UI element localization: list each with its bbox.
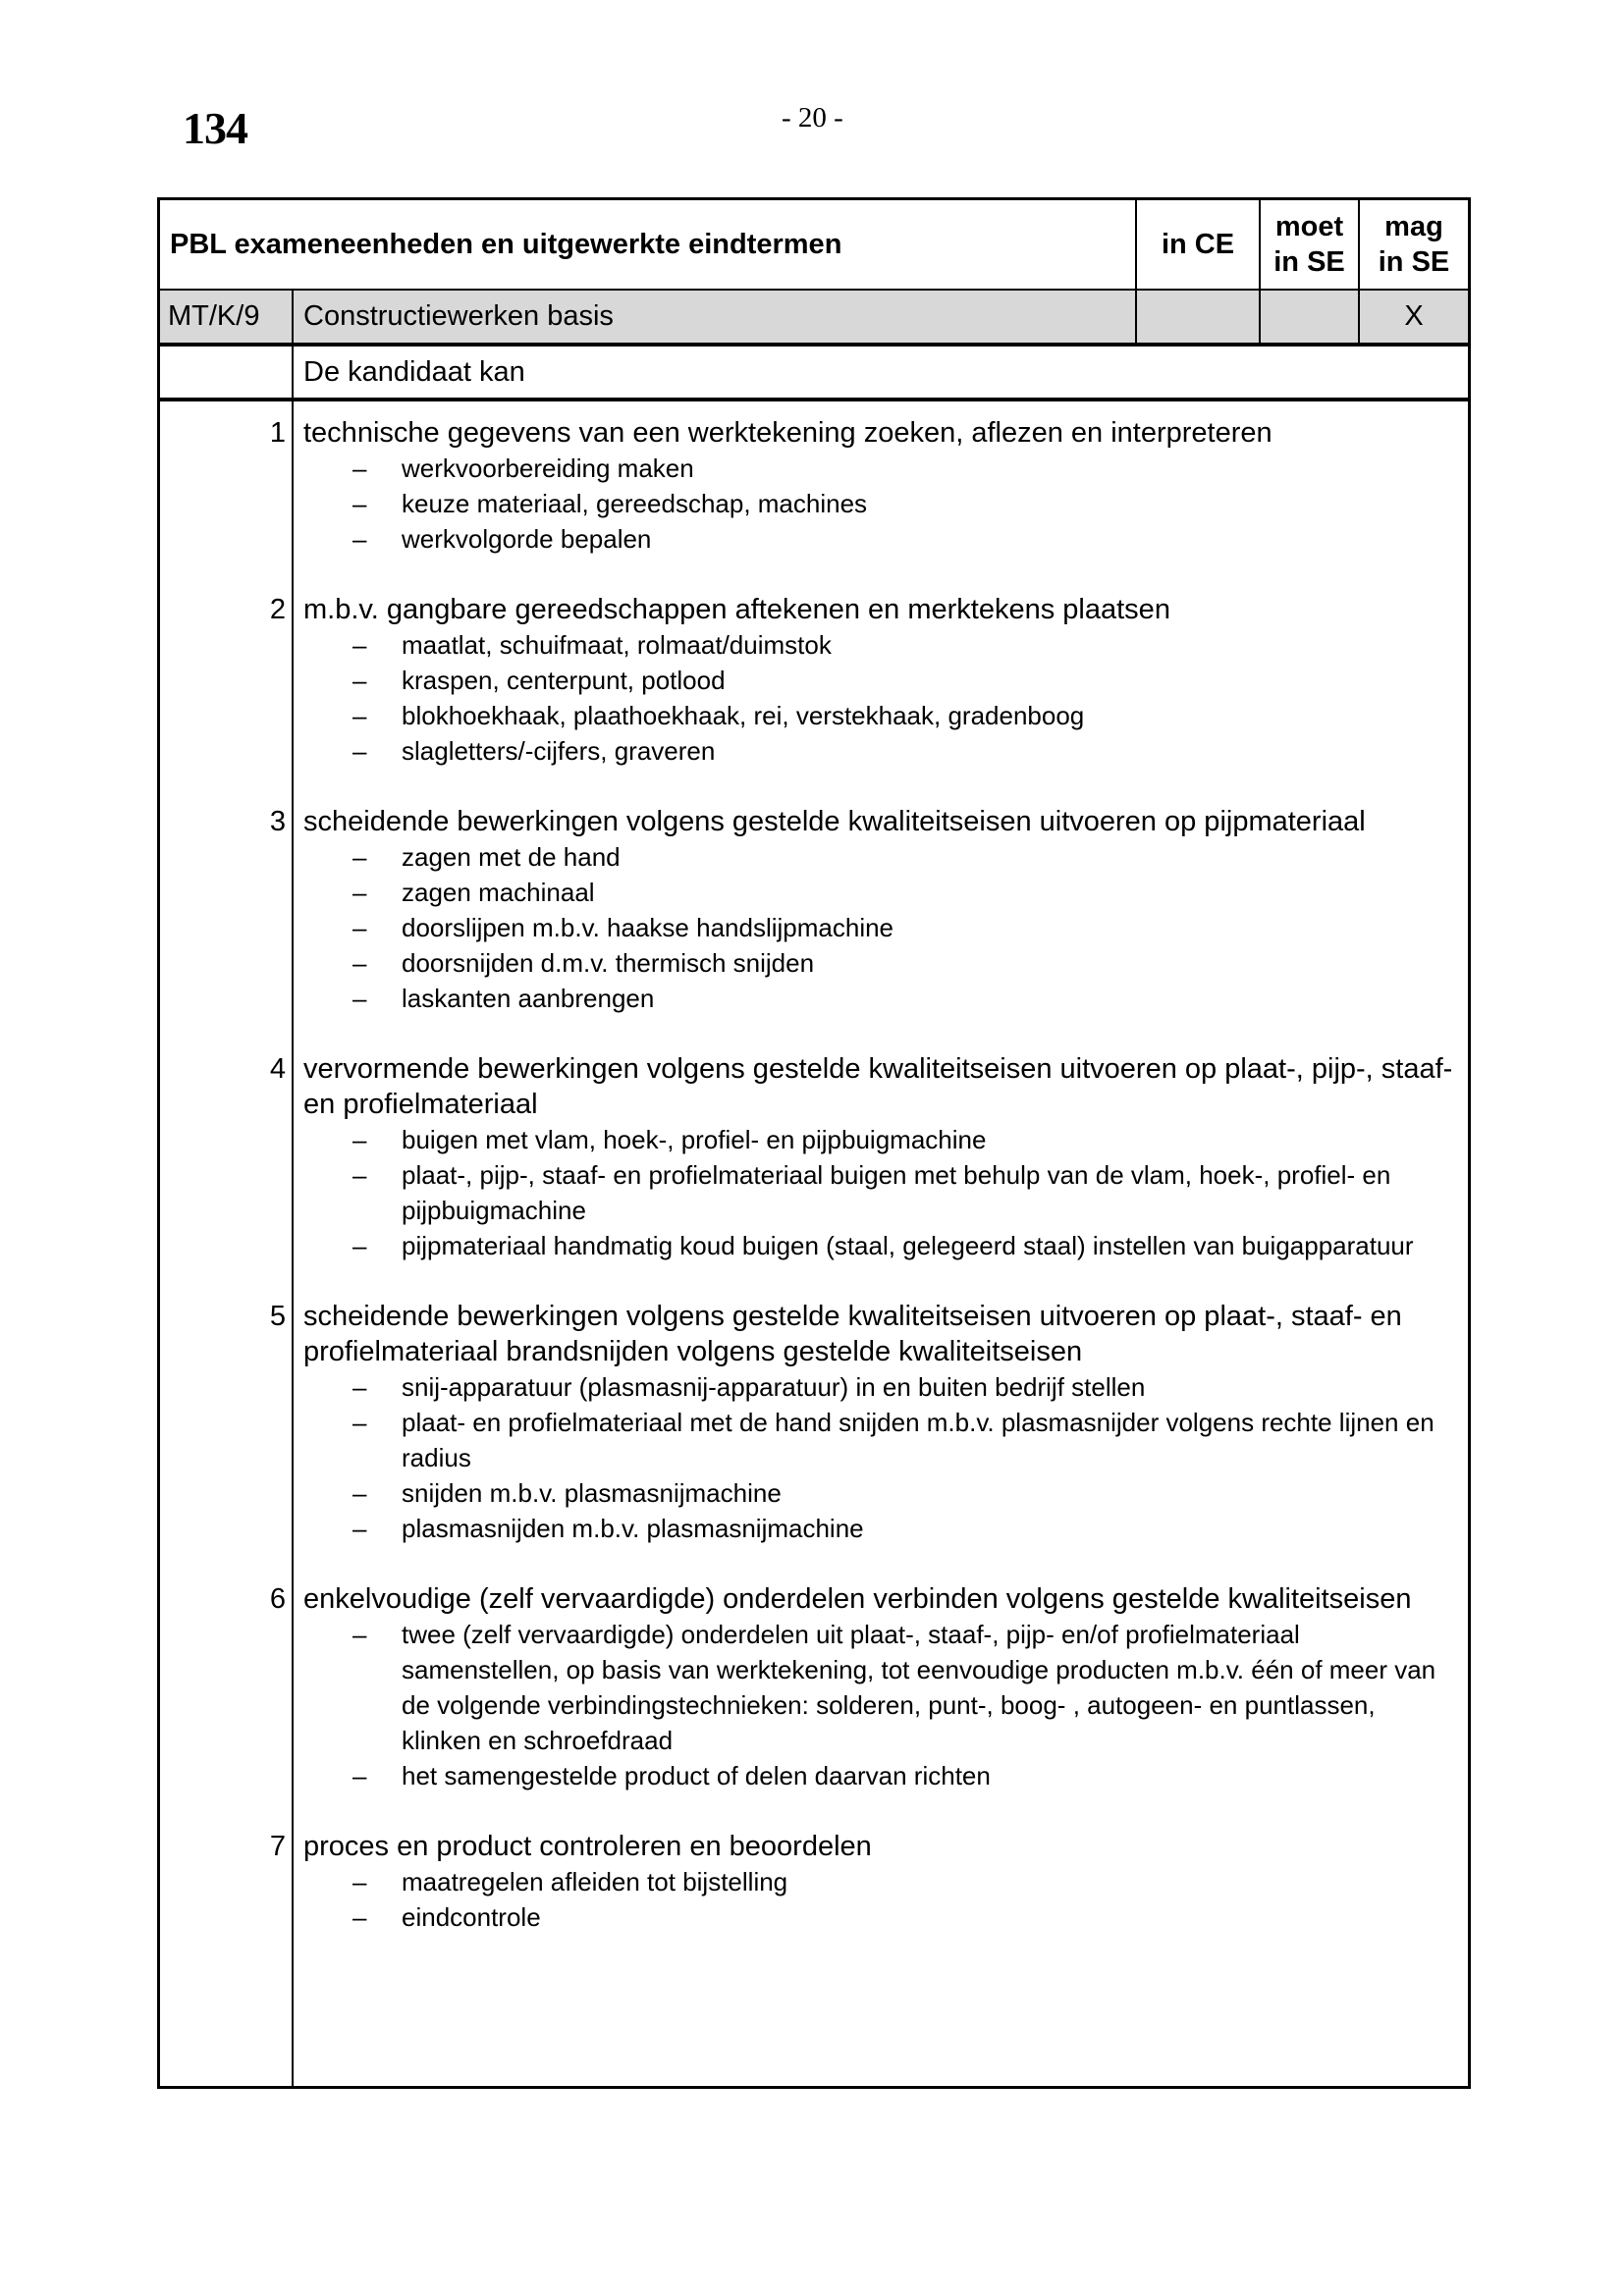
term-number: 2 xyxy=(269,594,286,625)
term-subitem-text: laskanten aanbrengen xyxy=(402,984,655,1013)
term-subitem-text: zagen machinaal xyxy=(402,878,595,907)
dash-bullet-icon: – xyxy=(352,1514,367,1543)
term-subitem xyxy=(303,451,1468,486)
column-header-mag-in-se xyxy=(1360,200,1468,289)
unit-row xyxy=(160,291,1468,347)
column-header-moet-line2: in SE xyxy=(1273,246,1345,278)
unit-name: Constructiewerken basis xyxy=(294,291,1137,343)
term-subitem xyxy=(303,875,1468,910)
term-item xyxy=(269,1581,1468,1793)
term-title: technische gegevens van een werktekening zoeken, aflezen en interpreteren xyxy=(303,417,1272,449)
term-subitem-text: maatregelen afleiden tot bijstelling xyxy=(402,1867,788,1896)
term-subitem-text: doorslijpen m.b.v. haakse handslijpmachine xyxy=(402,913,894,942)
unit-code: MT/K/9 xyxy=(160,291,294,343)
dash-bullet-icon: – xyxy=(352,948,367,978)
term-title: scheidende bewerkingen volgens gestelde kwaliteitseisen uitvoeren op pijpmateriaal xyxy=(303,806,1366,837)
term-item xyxy=(269,592,1468,769)
term-subitems xyxy=(303,1369,1468,1546)
dash-bullet-icon: – xyxy=(352,1125,367,1154)
term-number: 6 xyxy=(269,1583,286,1615)
dash-bullet-icon: – xyxy=(352,1761,367,1790)
intro-left-cell xyxy=(160,347,294,398)
term-subitem-text: maatlat, schuifmaat, rolmaat/duimstok xyxy=(402,630,832,660)
term-subitem-text: buigen met vlam, hoek-, profiel- en pijpbuigmachine xyxy=(402,1125,987,1154)
term-subitem xyxy=(303,1511,1468,1546)
dash-bullet-icon: – xyxy=(352,524,367,554)
term-item xyxy=(269,1829,1468,1935)
terms-list xyxy=(269,401,1468,2086)
term-subitem-text: werkvolgorde bepalen xyxy=(402,524,652,554)
dash-bullet-icon: – xyxy=(352,630,367,660)
table-header-row xyxy=(160,200,1468,291)
term-subitem-text: kraspen, centerpunt, potlood xyxy=(402,666,726,695)
term-subitem xyxy=(303,1475,1468,1511)
term-subitem xyxy=(303,521,1468,557)
dash-bullet-icon: – xyxy=(352,1867,367,1896)
term-subitem-text: eindcontrole xyxy=(402,1902,541,1932)
unit-moet-in-se xyxy=(1261,291,1360,343)
dash-bullet-icon: – xyxy=(352,666,367,695)
page-number: 134 xyxy=(183,103,247,153)
term-subitem xyxy=(303,945,1468,981)
dash-bullet-icon: – xyxy=(352,454,367,483)
term-subitem-text: zagen met de hand xyxy=(402,842,621,872)
dash-bullet-icon: – xyxy=(352,1902,367,1932)
term-subitem-text: werkvoorbereiding maken xyxy=(402,454,694,483)
term-subitem xyxy=(303,1122,1468,1157)
term-item xyxy=(269,804,1468,1016)
term-title: enkelvoudige (zelf vervaardigde) onderdelen verbinden volgens gestelde kwaliteitseisen xyxy=(303,1583,1412,1615)
term-subitem xyxy=(303,733,1468,769)
dash-bullet-icon: – xyxy=(352,842,367,872)
dash-bullet-icon: – xyxy=(352,701,367,730)
term-subitems xyxy=(303,451,1468,557)
term-subitem-text: snijden m.b.v. plasmasnijmachine xyxy=(402,1478,782,1508)
exam-units-table xyxy=(157,197,1471,2089)
column-header-moet-line1: moet xyxy=(1274,211,1344,242)
term-subitems xyxy=(303,1617,1468,1793)
term-subitems xyxy=(303,1864,1468,1935)
dash-bullet-icon: – xyxy=(352,1160,367,1190)
term-number: 5 xyxy=(269,1301,286,1332)
column-header-moet-in-se xyxy=(1261,200,1360,289)
term-subitem-text: snij-apparatuur (plasmasnij-apparatuur) in en buiten bedrijf stellen xyxy=(402,1372,1146,1402)
term-subitem-text: blokhoekhaak, plaathoekhaak, rei, verstekhaak, gradenboog xyxy=(402,701,1085,730)
term-subitems xyxy=(303,627,1468,769)
term-subitem xyxy=(303,1758,1468,1793)
dash-bullet-icon: – xyxy=(352,984,367,1013)
term-item xyxy=(269,415,1468,557)
dash-bullet-icon: – xyxy=(352,913,367,942)
term-subitem xyxy=(303,1405,1468,1475)
term-title: scheidende bewerkingen volgens gestelde kwaliteitseisen uitvoeren op plaat-, staaf- en profielmateriaal brandsnijden volgens gestelde kwaliteitseisen xyxy=(303,1301,1402,1367)
term-subitem-text: slagletters/-cijfers, graveren xyxy=(402,736,716,766)
term-title: m.b.v. gangbare gereedschappen aftekenen en merktekens plaatsen xyxy=(303,594,1170,625)
term-subitem-text: keuze materiaal, gereedschap, machines xyxy=(402,489,868,518)
term-subitem xyxy=(303,698,1468,733)
page-marker: - 20 - xyxy=(782,102,843,133)
dash-bullet-icon: – xyxy=(352,1408,367,1437)
dash-bullet-icon: – xyxy=(352,1372,367,1402)
unit-in-ce xyxy=(1137,291,1261,343)
dash-bullet-icon: – xyxy=(352,736,367,766)
term-number: 1 xyxy=(269,417,286,449)
term-subitem xyxy=(303,1617,1468,1758)
term-subitem xyxy=(303,839,1468,875)
table-title: PBL exameneenheden en uitgewerkte eindtermen xyxy=(160,200,1137,289)
term-number: 4 xyxy=(269,1053,286,1085)
column-header-mag-line1: mag xyxy=(1384,211,1443,242)
dash-bullet-icon: – xyxy=(352,1620,367,1649)
term-subitem xyxy=(303,1369,1468,1405)
term-subitem xyxy=(303,1157,1468,1228)
term-subitem-text: plaat-, pijp-, staaf- en profielmateriaal buigen met behulp van de vlam, hoek-, profiel- en pijpbuigmachine xyxy=(402,1160,1391,1225)
term-subitems xyxy=(303,1122,1468,1263)
term-subitem-text: twee (zelf vervaardigde) onderdelen uit plaat-, staaf-, pijp- en/of profielmateriaal samenstellen, op basis van werktekening, tot eenvoudige producten m.b.v. één of meer van de volgende verbindingstechnieken: solderen, punt-, boog- , autogeen- en puntlassen, klinken en schroefdraad xyxy=(402,1620,1436,1755)
term-title: proces en product controleren en beoordelen xyxy=(303,1831,872,1862)
term-item xyxy=(269,1051,1468,1263)
term-title: vervormende bewerkingen volgens gestelde kwaliteitseisen uitvoeren op plaat-, pijp-, staaf- en profielmateriaal xyxy=(303,1053,1453,1120)
intro-text: De kandidaat kan xyxy=(303,355,525,388)
dash-bullet-icon: – xyxy=(352,1478,367,1508)
term-subitem-text: doorsnijden d.m.v. thermisch snijden xyxy=(402,948,815,978)
column-header-mag-line2: in SE xyxy=(1378,246,1450,278)
term-item xyxy=(269,1299,1468,1546)
term-subitem-text: plasmasnijden m.b.v. plasmasnijmachine xyxy=(402,1514,864,1543)
term-subitems xyxy=(303,839,1468,1016)
term-subitem xyxy=(303,627,1468,663)
terms-body xyxy=(160,401,1468,2086)
term-subitem xyxy=(303,1864,1468,1899)
term-subitem xyxy=(303,981,1468,1016)
intro-row xyxy=(160,347,1468,401)
term-subitem-text: pijpmateriaal handmatig koud buigen (staal, gelegeerd staal) instellen van buigapparatuur xyxy=(402,1231,1414,1260)
dash-bullet-icon: – xyxy=(352,878,367,907)
term-number: 3 xyxy=(269,806,286,837)
term-subitem-text: het samengestelde product of delen daarvan richten xyxy=(402,1761,991,1790)
term-subitem xyxy=(303,486,1468,521)
term-subitem xyxy=(303,663,1468,698)
term-subitem xyxy=(303,1899,1468,1935)
term-subitem xyxy=(303,1228,1468,1263)
term-number: 7 xyxy=(269,1831,286,1862)
term-subitem-text: plaat- en profielmateriaal met de hand snijden m.b.v. plasmasnijder volgens rechte lijnen en radius xyxy=(402,1408,1435,1472)
dash-bullet-icon: – xyxy=(352,1231,367,1260)
dash-bullet-icon: – xyxy=(352,489,367,518)
column-header-in-ce: in CE xyxy=(1137,200,1261,289)
term-subitem xyxy=(303,910,1468,945)
unit-mag-in-se: X xyxy=(1404,300,1424,332)
